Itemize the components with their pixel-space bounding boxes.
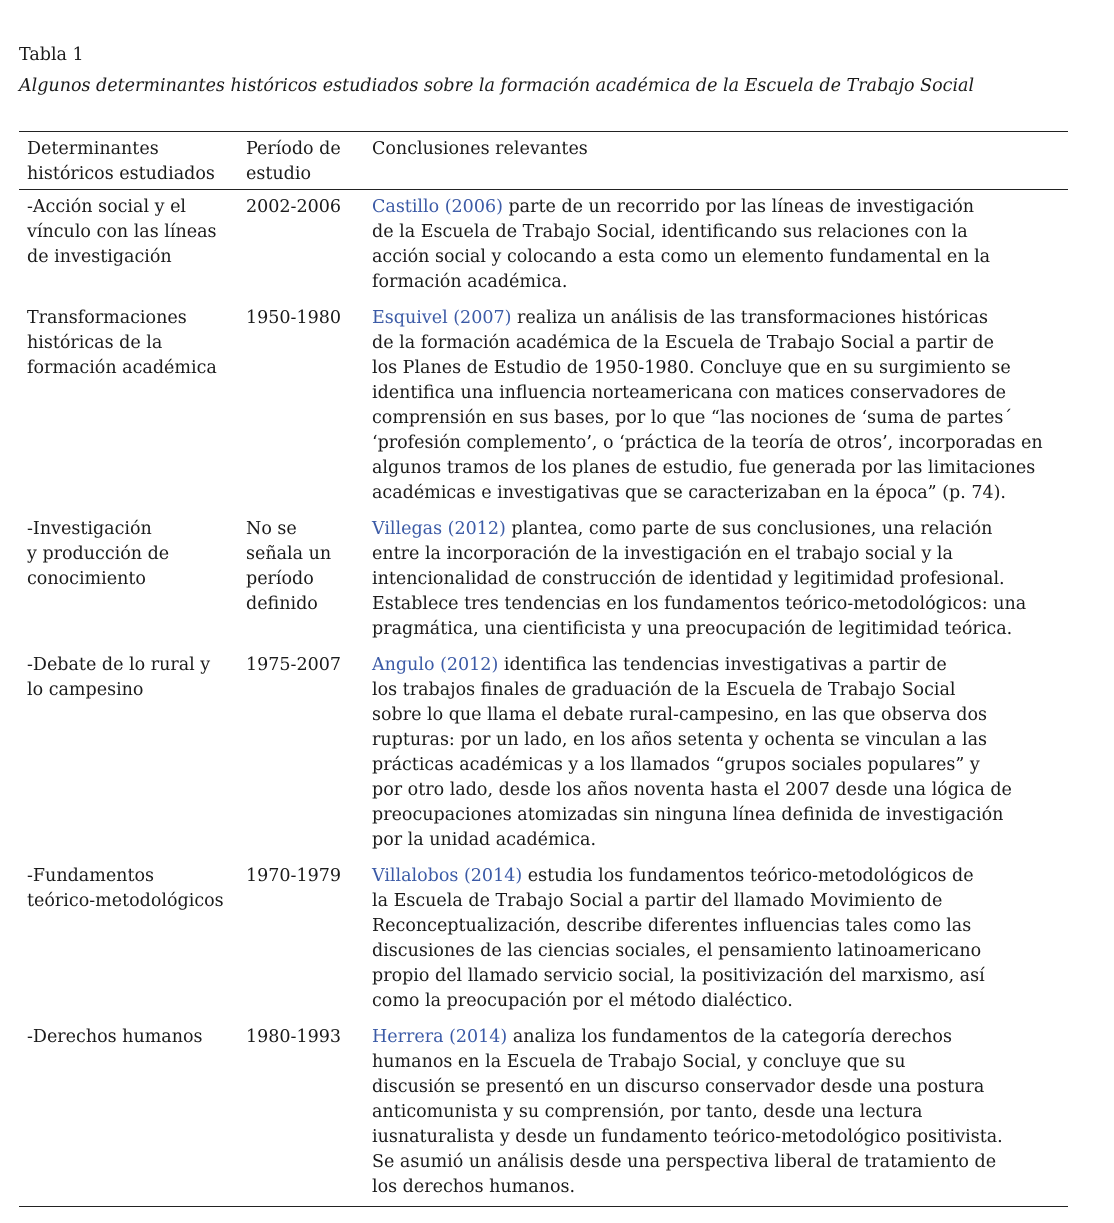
determinant-cell: -Derechos humanos	[27, 1027, 203, 1047]
citation-link[interactable]: Herrera (2014)	[372, 1027, 508, 1047]
table-row	[19, 190, 1068, 302]
period-cell: 1980-1993	[246, 1027, 341, 1047]
conclusion-text: parte de un recorrido por las líneas de investigación de la Escuela de Trabajo Social, identificando sus relaciones con la acción social y colocando a esta como un elemento fundamental en la formación académica.	[372, 197, 991, 292]
header-period: Período de estudio	[246, 139, 341, 184]
table-header-row	[19, 132, 1068, 190]
table-row	[19, 648, 1068, 859]
period-cell: No se señala un período definido	[246, 519, 332, 614]
conclusion-text: analiza los fundamentos de la categoría derechos humanos en la Escuela de Trabajo Social, y concluye que su discusión se presentó en un discurso conservador desde una postura anticomunista y su comprensión, por tanto, desde una lectura iusnaturalista y desde un fundamento teórico-metodológico positivista. Se asumió un análisis desde una perspectiva liberal de tratamiento de los derechos humanos.	[372, 1027, 1003, 1197]
citation-link[interactable]: Angulo (2012)	[372, 655, 499, 675]
period-cell: 2002-2006	[246, 197, 341, 217]
citation-link[interactable]: Villegas (2012)	[372, 519, 506, 539]
conclusion-cell	[372, 190, 1068, 302]
table-row	[19, 859, 1068, 1020]
header-determinants: Determinantes históricos estudiados	[27, 139, 215, 184]
table-number: Tabla 1	[19, 45, 84, 65]
determinant-cell: Transformaciones históricas de la formación académica	[27, 308, 217, 378]
conclusion-text: estudia los fundamentos teórico-metodológicos de la Escuela de Trabajo Social a partir del llamado Movimiento de Reconceptualización, describe diferentes influencias tales como las discusiones de las ciencias sociales, el pensamiento latinoamericano propio del llamado servicio social, la positivización del marxismo, así como la preocupación por el método dialéctico.	[372, 866, 985, 1011]
period-cell: 1975-2007	[246, 655, 341, 675]
determinants-table	[19, 131, 1068, 1207]
conclusion-cell	[372, 859, 1068, 1020]
conclusion-cell	[372, 512, 1068, 648]
citation-link[interactable]: Villalobos (2014)	[372, 866, 523, 886]
table-row	[19, 1020, 1068, 1207]
conclusion-cell	[372, 1020, 1068, 1207]
citation-link[interactable]: Castillo (2006)	[372, 197, 503, 217]
table-row	[19, 512, 1068, 648]
determinant-cell: -Debate de lo rural y lo campesino	[27, 655, 211, 700]
period-cell: 1970-1979	[246, 866, 341, 886]
conclusion-cell	[372, 648, 1068, 859]
header-conclusions: Conclusiones relevantes	[372, 139, 588, 159]
conclusion-text: identifica las tendencias investigativas a partir de los trabajos finales de graduación de la Escuela de Trabajo Social sobre lo que llama el debate rural-campesino, en las que observa dos rupturas: por un lado, en los años setenta y ochenta se vinculan a las prácticas académicas y a los llamados “grupos sociales populares” y por otro lado, desde los años noventa hasta el 2007 desde una lógica de preocupaciones atomizadas sin ninguna línea definida de investigación por la unidad académica.	[372, 655, 1012, 850]
table-title: Algunos determinantes históricos estudiados sobre la formación académica de la Escuela de Trabajo Social	[19, 76, 975, 96]
conclusion-cell	[372, 301, 1068, 512]
determinant-cell: -Fundamentos teórico-metodológicos	[27, 866, 224, 911]
conclusion-text: plantea, como parte de sus conclusiones, una relación entre la incorporación de la investigación en el trabajo social y la intencionalidad de construcción de identidad y legitimidad profesional. Establece tres tendencias en los fundamentos teórico-metodológicos: una pragmática, una cientificista y una preocupación de legitimidad teórica.	[372, 519, 1027, 639]
period-cell: 1950-1980	[246, 308, 341, 328]
determinant-cell: -Investigación y producción de conocimiento	[27, 519, 170, 589]
citation-link[interactable]: Esquivel (2007)	[372, 308, 512, 328]
determinant-cell: -Acción social y el vínculo con las líneas de investigación	[27, 197, 217, 267]
conclusion-text: realiza un análisis de las transformaciones históricas de la formación académica de la Escuela de Trabajo Social a partir de los Planes de Estudio de 1950-1980. Concluye que en su surgimiento se identifica una influencia norteamericana con matices conservadores de comprensión en sus bases, por lo que “las nociones de ‘suma de partes´ ‘profesión complemento’, o ‘práctica de la teoría de otros’, incorporadas en algunos tramos de los planes de estudio, fue generada por las limitaciones académicas e investigativas que se caracterizaban en la época” (p. 74).	[372, 308, 1043, 503]
table-row	[19, 301, 1068, 512]
